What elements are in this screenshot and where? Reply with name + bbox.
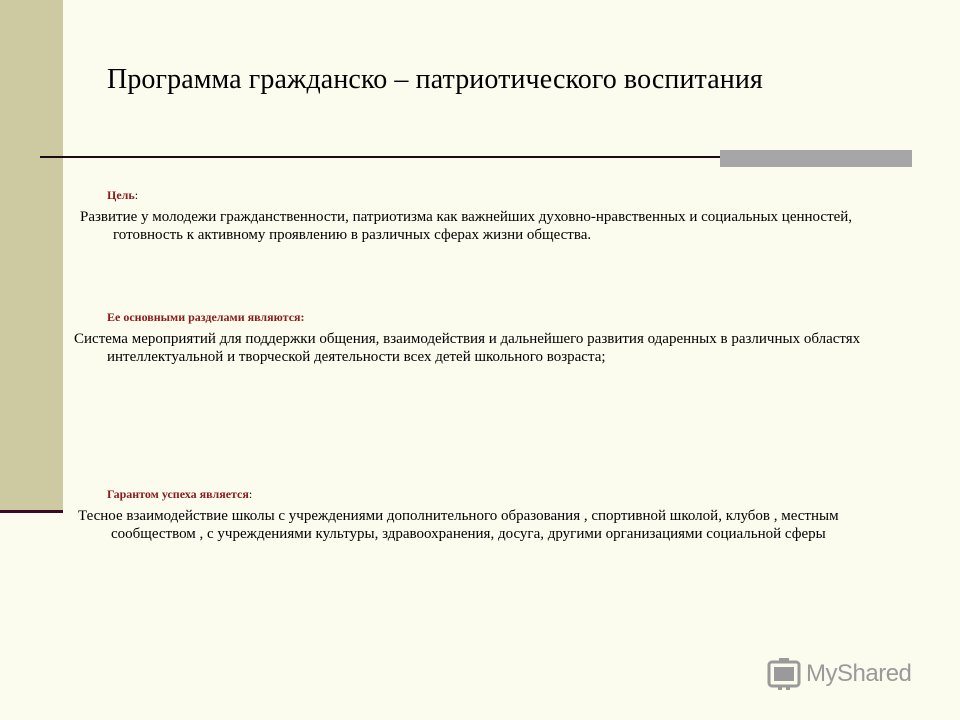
myshared-logo-text: MyShared bbox=[806, 660, 912, 687]
sidebar-accent-line bbox=[0, 510, 63, 513]
slide-title: Программа гражданско – патриотического воспитания bbox=[107, 64, 763, 95]
guarantee-heading-label: Гарантом успеха является bbox=[107, 487, 249, 501]
goal-heading bbox=[107, 188, 138, 203]
goal-text: Развитие у молодежи гражданственности, патриотизма как важнейших духовно-нравственных и социальных ценностей, готовность к активному проявлению в различных сферах жизни общества. bbox=[80, 209, 853, 243]
sections-text: Система мероприятий для поддержки общения, взаимодействия и дальнейшего развития одаренных в различных областях интеллектуальной и творческой деятельности всех детей школьного возраста; bbox=[74, 331, 861, 365]
myshared-logo-icon bbox=[766, 656, 802, 692]
sidebar-accent-bar bbox=[0, 0, 63, 510]
title-divider-accent bbox=[720, 150, 912, 167]
myshared-watermark bbox=[766, 656, 911, 692]
guarantee-heading-colon: : bbox=[248, 487, 253, 501]
guarantee-heading bbox=[107, 487, 252, 502]
guarantee-text: Тесное взаимодействие школы с учреждениями дополнительного образования , спортивной школой, клубов , местным сообществом , с учреждениями культуры, здравоохранения, досуга, другими организациями социальной сферы bbox=[78, 508, 839, 542]
goal-heading-label: Цель bbox=[107, 188, 135, 202]
goal-heading-colon: : bbox=[134, 188, 139, 202]
sections-heading: Ее основными разделами являются: bbox=[107, 310, 305, 324]
